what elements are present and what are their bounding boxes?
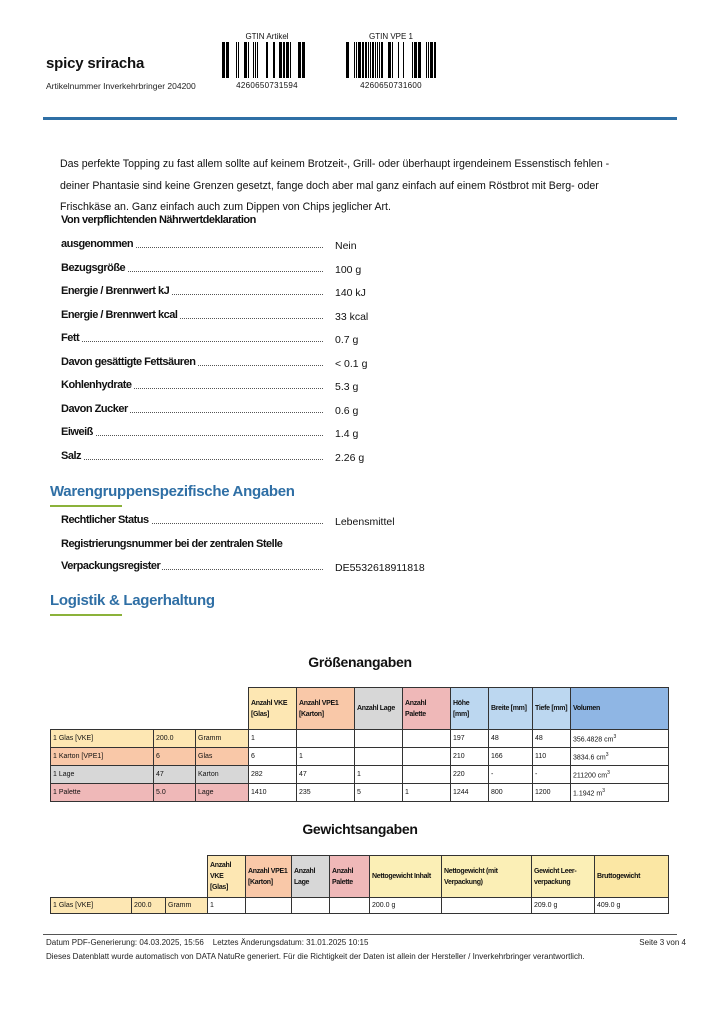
table-cell: 200.0 [132,898,166,914]
volume-exponent: 3 [607,769,610,776]
table-cell: Gramm [196,730,249,748]
table-header-row [51,856,669,898]
generation-date: Datum PDF-Generierung: 04.03.2025, 15:56 [46,938,204,947]
nutrition-row [61,448,661,464]
footer-divider [43,934,677,935]
weight-table [50,855,669,914]
row-value: 1.4 g [335,428,359,440]
volume-value: 211200 cm [573,772,608,780]
header-cell: Breite [mm] [489,688,533,730]
leader-dots [61,435,323,436]
barcode-gtin-article [217,31,317,90]
table-cell: - [533,766,571,784]
section-heading-logistik: Logistik & Lagerhaltung [50,592,215,609]
section-heading-warengruppe: Warengruppenspezifische Angaben [50,483,295,500]
table-cell: Karton [196,766,249,784]
volume-value: 3834.6 cm [573,754,606,762]
table-cell: 210 [451,748,489,766]
table-row [51,748,669,766]
table-cell: - [489,766,533,784]
table-cell [442,898,532,914]
last-change-date: Letztes Änderungsdatum: 31.01.2025 10:15 [212,938,369,947]
barcode-number: 4260650731594 [236,81,298,90]
table-cell: 409.0 g [595,898,669,914]
header-cell: Anzahl VKE [Glas] [249,688,297,730]
table-cell: 1 [403,784,451,802]
volume-exponent: 3 [605,751,609,758]
blank-cell [51,856,208,898]
table-cell: 47 [297,766,355,784]
barcode-icon [344,42,438,78]
row-label: Eiweiß [61,426,93,438]
nutrition-row [61,401,661,417]
table-cell: Gramm [166,898,208,914]
table-cell: 5.0 [154,784,196,802]
table-cell: Glas [196,748,249,766]
table-cell: 800 [489,784,533,802]
leader-dots [61,459,323,460]
header-cell: Höhe [mm] [451,688,489,730]
table-cell: 1200 [533,784,571,802]
product-description: Das perfekte Topping zu fast allem sollte auf keinem Brotzeit-, Grill- oder überhaupt irgendeinem Essenstisch fehlen - deiner Phantasie sind keine Grenzen gesetzt, fange doch aber mal ganz einfach auf einem Röstbrot mit Berg- oder Frischkäse an. Ganz einfach auch zum Dippen von Chips jeglicher Art. [60,158,610,213]
row-label: Davon Zucker [61,402,128,415]
table-cell: 1 Glas [VKE] [51,898,132,914]
table-cell: 1 [208,898,246,914]
row-value: 140 kJ [335,287,366,299]
table-cell: 48 [533,730,571,748]
table-cell: 1244 [451,784,489,802]
table-cell [355,748,403,766]
row-value: < 0.1 g [335,357,368,370]
header-cell: Anzahl Lage [355,688,403,730]
nutrition-row [61,283,661,299]
table-cell: 200.0 g [370,898,442,914]
product-title: spicy sriracha [46,55,145,72]
row-label: Kohlenhydrate [61,379,132,391]
table-cell: 200.0 [154,730,196,748]
row-value: 5.3 g [335,381,359,393]
table-row [51,898,669,914]
size-table-title: Größenangaben [308,654,412,670]
header-cell: Volumen [571,688,669,730]
row-label: Energie / Brennwert kcal [61,308,178,321]
table-row [51,730,669,748]
table-cell [355,730,403,748]
row-value: 100 g [335,263,362,276]
row-label: Registrierungsnummer bei der zentralen Stelle [61,538,283,550]
nutrition-row [61,307,661,323]
row-value: Nein [335,240,357,252]
leader-dots [61,341,323,342]
nutrition-row [61,377,661,393]
register-row [61,558,661,574]
row-value: 0.7 g [335,334,359,346]
row-value: 2.26 g [335,451,365,464]
table-cell: 6 [249,748,297,766]
row-label: Davon gesättigte Fettsäuren [61,355,196,368]
header-cell: Anzahl VKE [Glas] [208,856,246,898]
declaration-heading: Von verpflichtenden Nährwertdeklaration [61,214,256,226]
size-table [50,687,669,802]
row-value: Lebensmittel [335,516,395,528]
header-cell: Anzahl VPE1 [Karton] [297,688,355,730]
row-value: 0.6 g [335,404,359,417]
row-label: ausgenommen [61,238,134,250]
barcode-label: GTIN VPE 1 [368,32,413,41]
header-cell: Anzahl Palette [403,688,451,730]
table-cell: 1 Karton [VPE1] [51,748,154,766]
table-cell [330,898,370,914]
barcode-icon [220,42,314,78]
table-cell [403,748,451,766]
legal-status-row [61,512,661,528]
nutrition-row [61,236,661,252]
table-cell [403,766,451,784]
section-underline [50,505,122,507]
header-cell: Gewicht Leer-verpackung [532,856,595,898]
footer-meta [46,938,686,947]
volume-exponent: 3 [613,733,617,740]
header-cell: Tiefe [mm] [533,688,571,730]
table-cell: 166 [489,748,533,766]
volume-cell [571,784,669,802]
table-cell [292,898,330,914]
volume-value: 356.4828 cm [573,736,614,744]
register-heading-row [61,536,661,552]
barcode-label: GTIN Artikel [245,32,289,41]
table-cell [297,730,355,748]
row-value: DE5532618911818 [335,562,425,574]
article-number: Artikelnummer Inverkehrbringer 204200 [46,81,196,91]
table-cell: 47 [154,766,196,784]
volume-exponent: 3 [602,787,605,794]
table-cell: 220 [451,766,489,784]
table-cell: Lage [196,784,249,802]
volume-value: 1.1942 m [573,790,603,798]
header-divider [43,117,677,120]
table-cell: 282 [249,766,297,784]
table-row [51,784,669,802]
table-cell: 1 [355,766,403,784]
barcode-number: 4260650731600 [360,81,422,90]
row-label: Rechtlicher Status [61,514,149,526]
header-cell: Anzahl Palette [330,856,370,898]
header-cell: Anzahl Lage [292,856,330,898]
nutrition-row [61,260,661,276]
header-cell: Nettogewicht (mit Verpackung) [442,856,532,898]
table-cell: 1 [297,748,355,766]
table-cell: 197 [451,730,489,748]
table-cell: 48 [489,730,533,748]
header-cell: Nettogewicht Inhalt [370,856,442,898]
weight-table-title: Gewichtsangaben [302,821,418,837]
header-cell: Anzahl VPE1 [Karton] [246,856,292,898]
table-row [51,766,669,784]
volume-cell [571,748,669,766]
volume-cell [571,730,669,748]
table-cell [403,730,451,748]
table-cell: 6 [154,748,196,766]
row-value: 33 kcal [335,310,369,323]
nutrition-row [61,354,661,370]
table-header-row [51,688,669,730]
footer-disclaimer: Dieses Datenblatt wurde automatisch von DATA NatuRe generiert. Für die Richtigkeit der Daten ist allein der Hersteller / Inverkehrbringer verantwortlich. [46,952,585,961]
header-cell: Bruttogewicht [595,856,669,898]
row-label: Verpackungsregister [61,560,161,572]
table-cell: 1 Lage [51,766,154,784]
section-underline [50,614,122,616]
table-cell: 110 [533,748,571,766]
table-cell: 5 [355,784,403,802]
table-cell: 1410 [249,784,297,802]
nutrition-row [61,424,661,440]
row-label: Fett [61,332,80,344]
volume-cell [571,766,669,784]
table-cell: 209.0 g [532,898,595,914]
blank-cell [51,688,249,730]
nutrition-row [61,330,661,346]
barcode-gtin-vpe [341,31,441,90]
page-number: Seite 3 von 4 [639,938,686,947]
row-label: Salz [61,449,82,462]
row-label: Energie / Brennwert kJ [61,285,170,297]
table-cell: 1 Palette [51,784,154,802]
table-cell: 1 [249,730,297,748]
table-cell: 1 Glas [VKE] [51,730,154,748]
table-cell [246,898,292,914]
table-cell: 235 [297,784,355,802]
row-label: Bezugsgröße [61,261,126,274]
